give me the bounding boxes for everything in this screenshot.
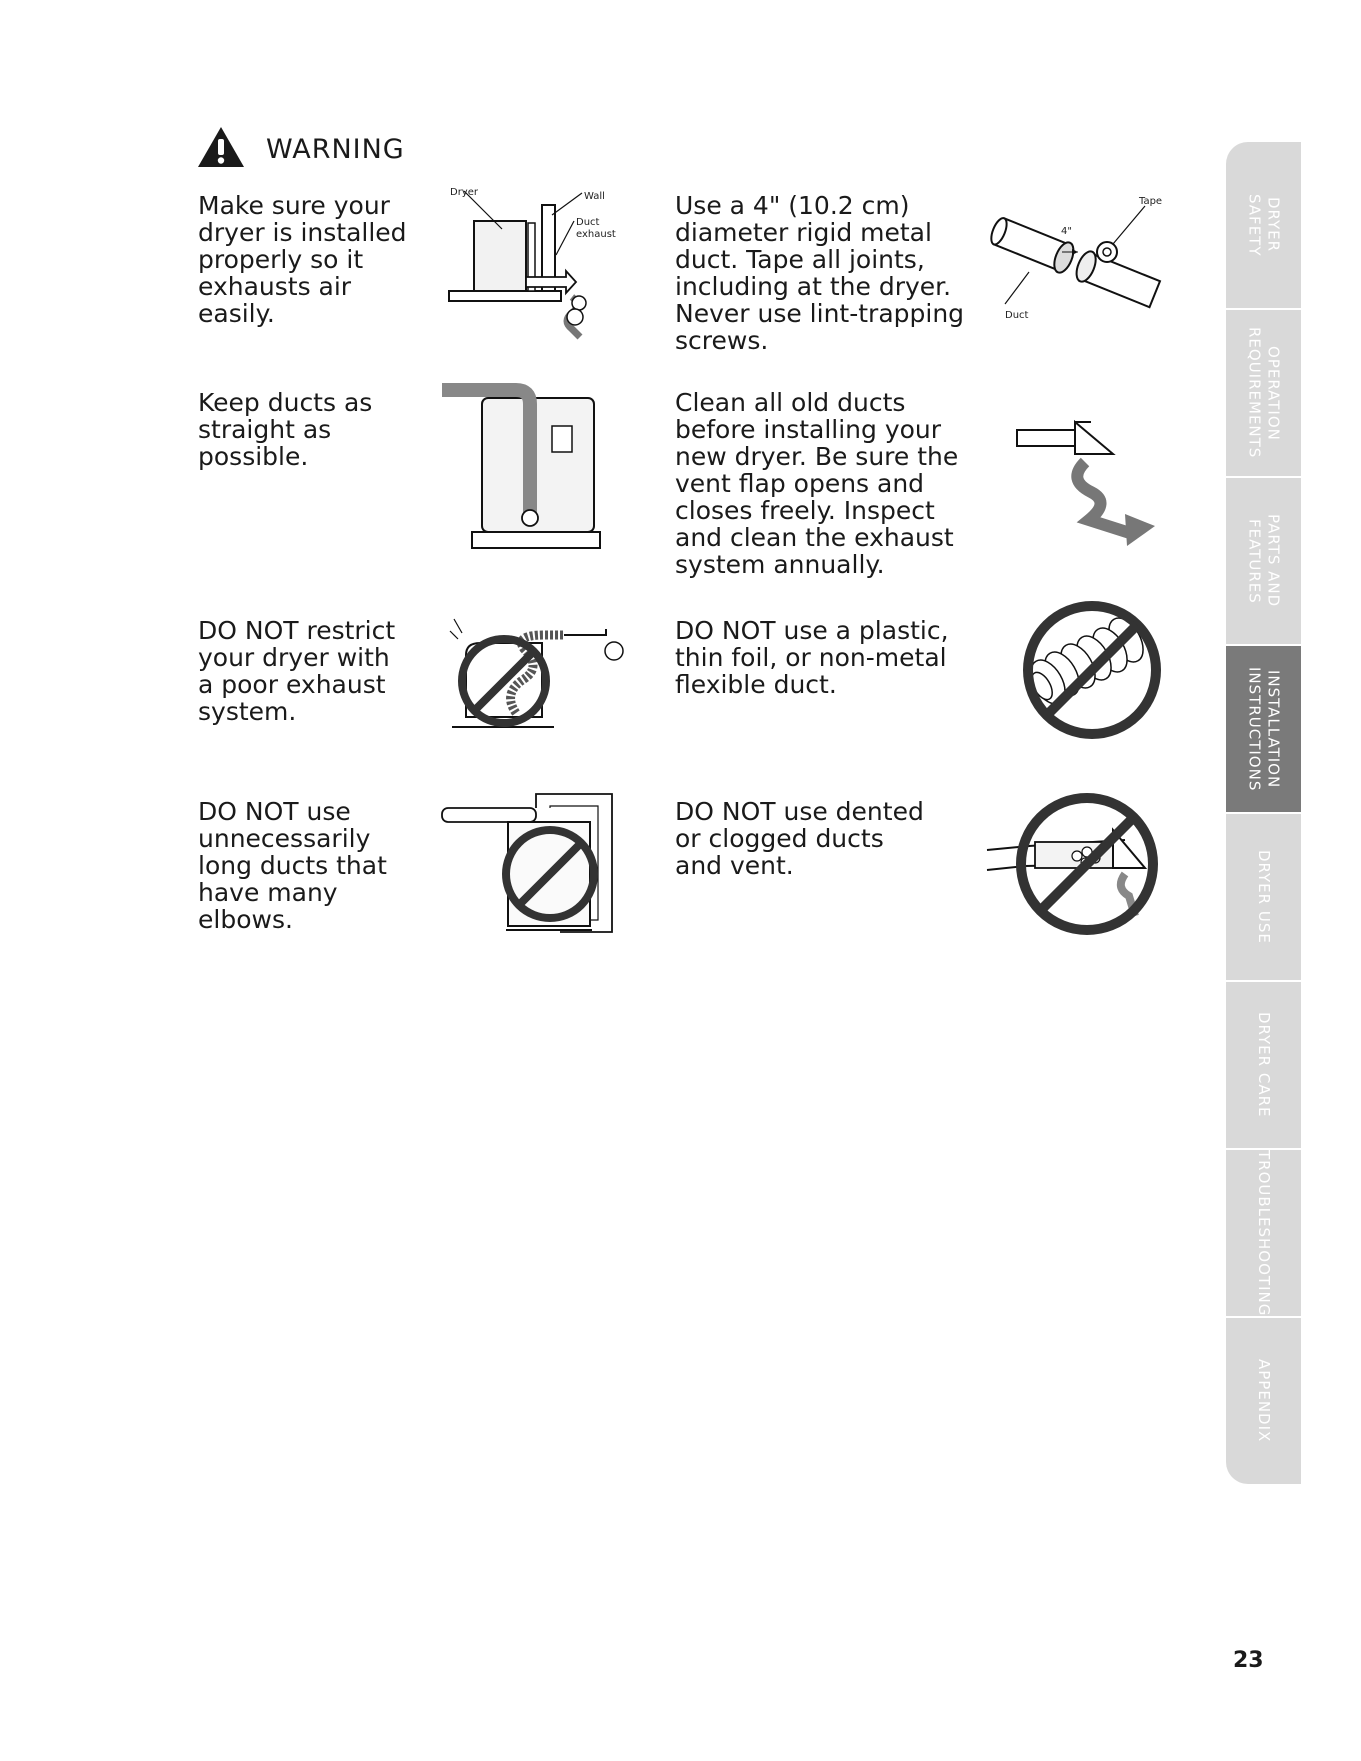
warning-title: WARNING	[266, 133, 405, 165]
warning-header	[196, 124, 405, 174]
wall-label: Wall	[584, 191, 605, 202]
straight-duct-figure	[442, 390, 602, 550]
item-text-plastic-duct: DO NOT use a plastic, thin foil, or non-metal flexible duct.	[675, 616, 949, 699]
tab-label: DRYER CARE	[1255, 1012, 1273, 1118]
restricted-exhaust-figure	[450, 615, 630, 730]
duct-label: Duct	[1005, 310, 1029, 321]
clogged-duct-figure	[985, 790, 1165, 940]
tab-dryer-use[interactable]	[1226, 814, 1301, 980]
item-text-clean-ducts: Clean all old ducts before installing your new dryer. Be sure the vent flap opens and closes freely. Inspect and clean the exhaust system annually.	[675, 388, 959, 579]
tab-label: INSTALLATION INSTRUCTIONS	[1245, 666, 1283, 792]
tab-label: PARTS AND FEATURES	[1245, 514, 1283, 608]
tab-label: APPENDIX	[1255, 1359, 1273, 1443]
vent-flap-figure	[1015, 418, 1160, 548]
tab-label: DRYER SAFETY	[1245, 193, 1283, 257]
tab-appendix[interactable]	[1226, 1318, 1301, 1484]
flexible-duct-figure	[1018, 600, 1163, 742]
tab-dryer-care[interactable]	[1226, 982, 1301, 1148]
dryer-label: Dryer	[450, 187, 478, 198]
page-number: 23	[1233, 1648, 1264, 1673]
warning-triangle-icon	[196, 125, 246, 173]
tab-label: DRYER USE	[1255, 850, 1273, 944]
tab-operation-requirements[interactable]	[1226, 310, 1301, 476]
dryer-install-figure	[446, 185, 616, 340]
long-duct-figure	[440, 790, 620, 935]
item-text-dented-ducts: DO NOT use dented or clogged ducts and vent.	[675, 797, 924, 880]
tab-dryer-safety[interactable]	[1226, 142, 1301, 308]
tab-label: OPERATION REQUIREMENTS	[1245, 327, 1283, 459]
tab-parts-and-features[interactable]	[1226, 478, 1301, 644]
tape-label: Tape	[1139, 196, 1163, 207]
size-label: 4"	[1061, 226, 1072, 237]
duct-exhaust-label: Duct exhaust	[576, 217, 616, 240]
tab-label: TROUBLESHOOTING	[1255, 1149, 1273, 1317]
item-text-straight-ducts: Keep ducts as straight as possible.	[198, 388, 373, 471]
tab-troubleshooting[interactable]	[1226, 1150, 1301, 1316]
item-text-rigid-duct: Use a 4" (10.2 cm) diameter rigid metal duct. Tape all joints, including at the dryer. Never use lint-trapping screws.	[675, 191, 965, 355]
tab-installation-instructions[interactable]	[1226, 646, 1301, 812]
item-text-long-ducts: DO NOT use unnecessarily long ducts that have many elbows.	[198, 797, 387, 934]
item-text-restrict-exhaust: DO NOT restrict your dryer with a poor exhaust system.	[198, 616, 396, 726]
rigid-duct-tape-figure	[985, 192, 1165, 327]
item-text-install-properly: Make sure your dryer is installed properly so it exhausts air easily.	[198, 191, 407, 328]
